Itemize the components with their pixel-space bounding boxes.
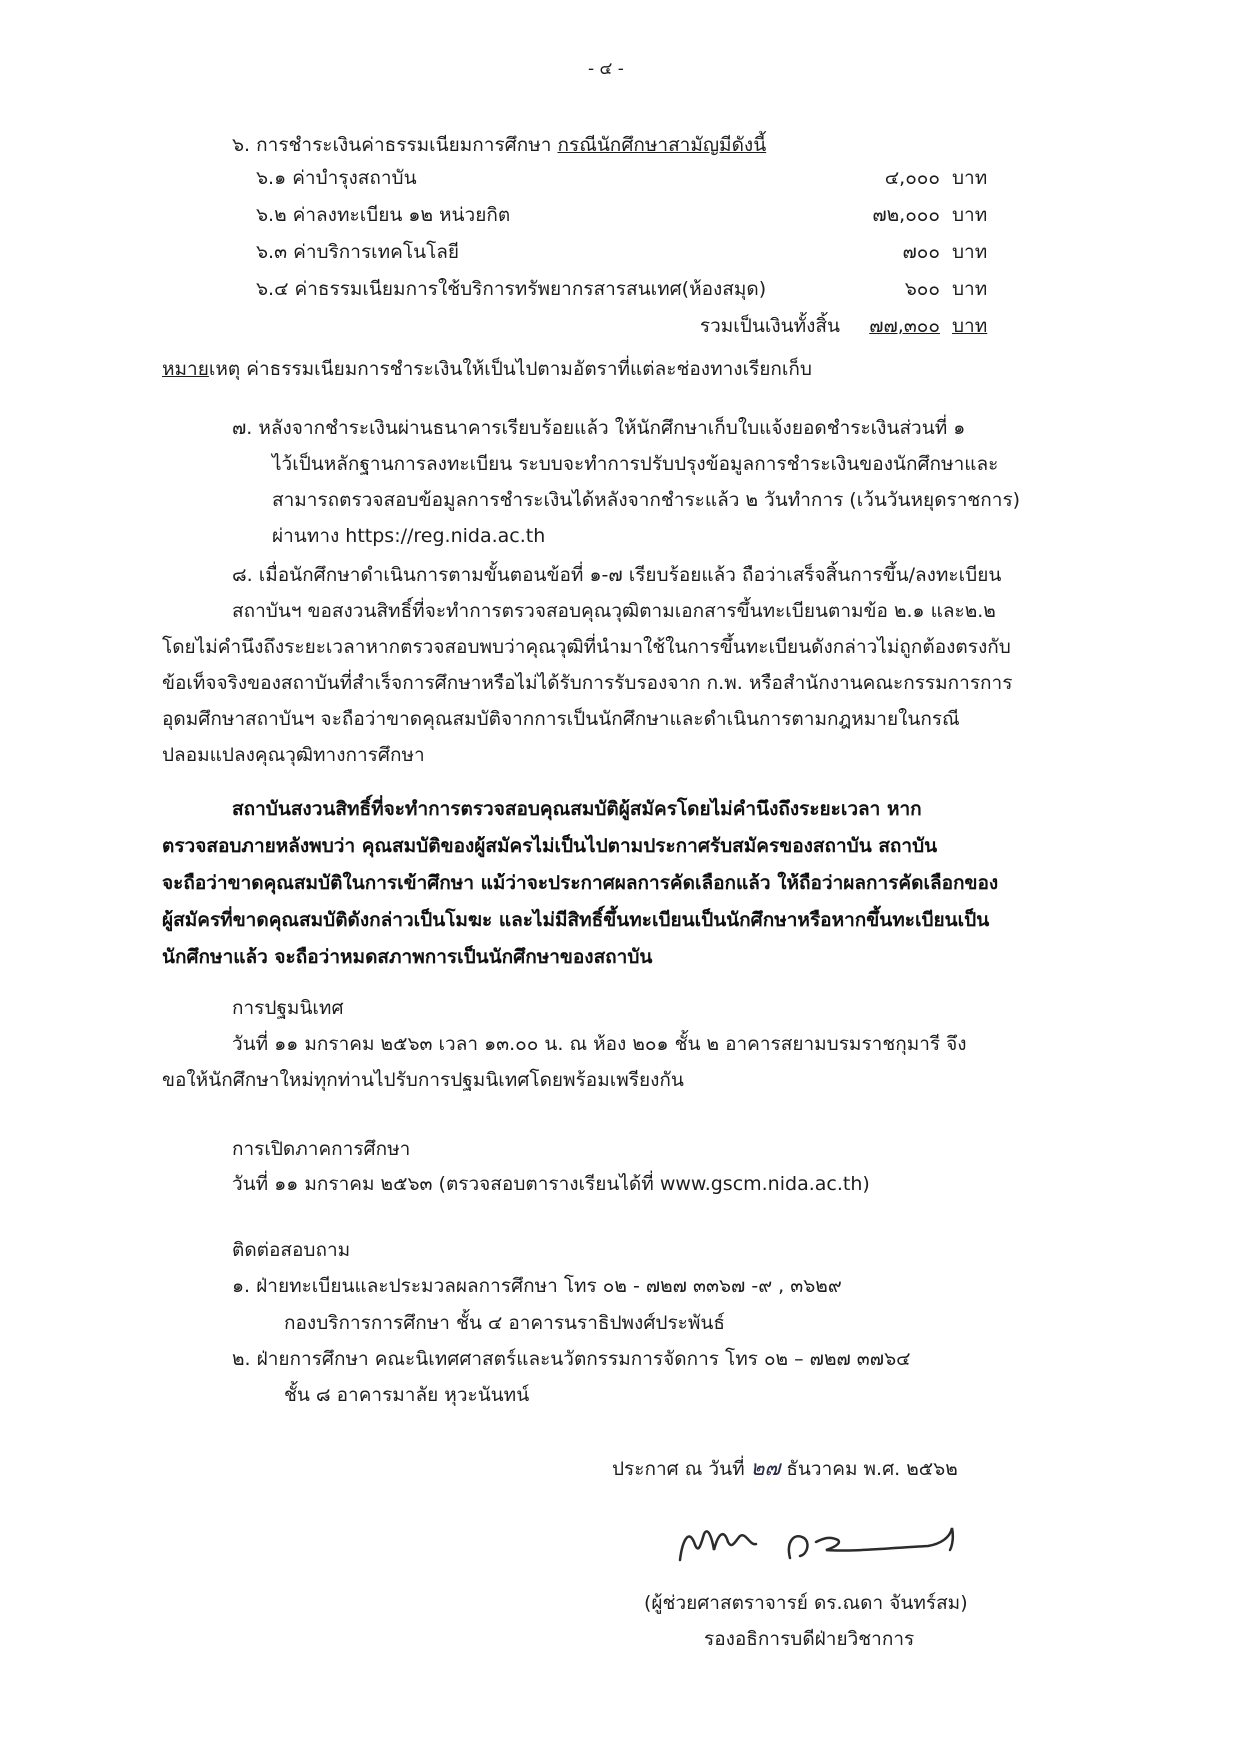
fee-item-label: ๖.๒ ค่าลงทะเบียน ๑๒ หน่วยกิต <box>256 204 511 226</box>
fee-item-label: ๖.๓ ค่าบริการเทคโนโลยี <box>256 241 460 263</box>
contact-item: กองบริการการศึกษา ชั้น ๔ อาคารนราธิปพงศ์ประพันธ์ <box>284 1312 725 1334</box>
fee-note-label: หมาย <box>162 358 209 380</box>
semester-line: วันที่ ๑๑ มกราคม ๒๕๖๓ (ตรวจสอบตารางเรียนได้ที่ www.gscm.nida.ac.th) <box>232 1173 870 1195</box>
section7-line: ผ่านทาง https://reg.nida.ac.th <box>272 525 546 547</box>
contact-item: ๒. ฝ่ายการศึกษา คณะนิเทศศาสตร์และนวัตกรรมการจัดการ โทร ๐๒ – ๗๒๗ ๓๗๖๔ <box>232 1348 911 1370</box>
bold-paragraph-line: จะถือว่าขาดคุณสมบัติในการเข้าศึกษา แม้ว่าจะประกาศผลการคัดเลือกแล้ว ให้ถือว่าผลการคัดเลือกของ <box>162 872 999 894</box>
section7-line: ๗. หลังจากชำระเงินผ่านธนาคารเรียบร้อยแล้ว ให้นักศึกษาเก็บใบแจ้งยอดชำระเงินส่วนที่ ๑ <box>232 417 966 439</box>
fee-item-unit: บาท <box>952 204 988 226</box>
fee-item-amount: ๗๒,๐๐๐ <box>872 204 940 226</box>
section8-line: สถาบันฯ ขอสงวนสิทธิ์ที่จะทำการตรวจสอบคุณวุฒิตามเอกสารขึ้นทะเบียนตามข้อ ๒.๑ และ๒.๒ <box>232 600 996 622</box>
signatory-title: รองอธิการบดีฝ่ายวิชาการ <box>704 1628 915 1650</box>
contact-heading: ติดต่อสอบถาม <box>232 1239 351 1261</box>
signature-image <box>660 1498 990 1578</box>
section8-line: ปลอมแปลงคุณวุฒิทางการศึกษา <box>162 744 425 766</box>
signatory-name: (ผู้ช่วยศาสตราจารย์ ดร.ณดา จันทร์สม) <box>644 1592 968 1614</box>
announcement-day: ๒๗ <box>750 1456 781 1480</box>
fee-total-unit: บาท <box>952 315 988 337</box>
announcement-date <box>612 1455 958 1482</box>
page-number: - ๔ - <box>588 59 624 79</box>
fee-item-amount: ๖๐๐ <box>904 278 940 300</box>
section8-line: อุดมศึกษาสถาบันฯ จะถือว่าขาดคุณสมบัติจากการเป็นนักศึกษาและดำเนินการตามกฎหมายในกรณี <box>162 708 960 730</box>
section6-heading-text: ๖. การชำระเงินค่าธรรมเนียมการศึกษา <box>232 134 558 156</box>
fee-item-label: ๖.๑ ค่าบำรุงสถาบัน <box>256 167 417 189</box>
section8-line: ๘. เมื่อนักศึกษาดำเนินการตามขั้นตอนข้อที่ ๑-๗ เรียบร้อยแล้ว ถือว่าเสร็จสิ้นการขึ้น/ลงทะเบียน <box>232 564 1002 586</box>
fee-item-label: ๖.๔ ค่าธรรมเนียมการใช้บริการทรัพยากรสารสนเทศ(ห้องสมุด) <box>256 278 767 300</box>
fee-item-unit: บาท <box>952 241 988 263</box>
section8-line: โดยไม่คำนึงถึงระยะเวลาหากตรวจสอบพบว่าคุณวุฒิที่นำมาใช้ในการขึ้นทะเบียนดังกล่าวไม่ถูกต้องตรงกับ <box>162 636 1011 658</box>
section6-heading-underlined: กรณีนักศึกษาสามัญมีดังนี้ <box>557 134 767 156</box>
section6-heading <box>232 132 766 158</box>
announcement-suffix: ธันวาคม พ.ศ. ๒๕๖๒ <box>786 1458 958 1480</box>
fee-item-amount: ๔,๐๐๐ <box>884 167 940 189</box>
fee-item-unit: บาท <box>952 167 988 189</box>
fee-note-text: เหตุ ค่าธรรมเนียมการชำระเงินให้เป็นไปตามอัตราที่แต่ละช่องทางเรียกเก็บ <box>208 358 812 380</box>
fee-item-unit: บาท <box>952 278 988 300</box>
orientation-line: วันที่ ๑๑ มกราคม ๒๕๖๓ เวลา ๑๓.๐๐ น. ณ ห้อง ๒๐๑ ชั้น ๒ อาคารสยามบรมราชกุมารี จึง <box>232 1033 967 1055</box>
fee-note <box>162 356 812 382</box>
semester-heading: การเปิดภาคการศึกษา <box>232 1138 411 1160</box>
contact-item: ชั้น ๘ อาคารมาลัย หุวะนันทน์ <box>284 1384 530 1406</box>
bold-paragraph-line: ตรวจสอบภายหลังพบว่า คุณสมบัติของผู้สมัครไม่เป็นไปตามประกาศรับสมัครของสถาบัน สถาบัน <box>162 835 938 857</box>
orientation-line: ขอให้นักศึกษาใหม่ทุกท่านไปรับการปฐมนิเทศโดยพร้อมเพรียงกัน <box>162 1069 684 1091</box>
fee-item-amount: ๗๐๐ <box>902 241 940 263</box>
bold-paragraph-line: นักศึกษาแล้ว จะถือว่าหมดสภาพการเป็นนักศึกษาของสถาบัน <box>162 946 653 968</box>
contact-item: ๑. ฝ่ายทะเบียนและประมวลผลการศึกษา โทร ๐๒ - ๗๒๗ ๓๓๖๗ -๙ , ๓๖๒๙ <box>232 1275 842 1297</box>
bold-paragraph-line: สถาบันสงวนสิทธิ์ที่จะทำการตรวจสอบคุณสมบัติผู้สมัครโดยไม่คำนึงถึงระยะเวลา หาก <box>232 798 922 820</box>
fee-total-amount: ๗๗,๓๐๐ <box>869 315 940 337</box>
section7-line: สามารถตรวจสอบข้อมูลการชำระเงินได้หลังจากชำระแล้ว ๒ วันทำการ (เว้นวันหยุดราชการ) <box>272 489 1021 511</box>
bold-paragraph-line: ผู้สมัครที่ขาดคุณสมบัติดังกล่าวเป็นโมฆะ และไม่มีสิทธิ์ขึ้นทะเบียนเป็นนักศึกษาหรือหากขึ้นทะเบียนเป็น <box>162 909 990 931</box>
section8-line: ข้อเท็จจริงของสถาบันที่สำเร็จการศึกษาหรือไม่ได้รับการรับรองจาก ก.พ. หรือสำนักงานคณะกรรมการการ <box>162 672 1013 694</box>
announcement-prefix: ประกาศ ณ วันที่ <box>612 1458 745 1480</box>
section7-line: ไว้เป็นหลักฐานการลงทะเบียน ระบบจะทำการปรับปรุงข้อมูลการชำระเงินของนักศึกษาและ <box>272 453 999 475</box>
orientation-heading: การปฐมนิเทศ <box>232 997 344 1019</box>
fee-total-label: รวมเป็นเงินทั้งสิ้น <box>699 315 840 337</box>
